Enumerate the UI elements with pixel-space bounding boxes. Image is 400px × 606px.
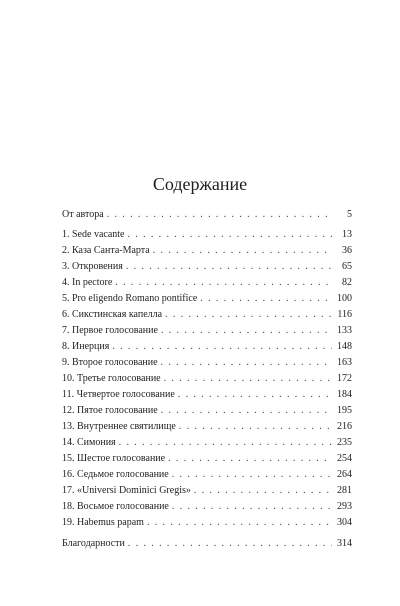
toc-entry-chapter-4 — [62, 275, 352, 291]
toc-entry-page: 293 — [337, 501, 352, 512]
toc-entry-page: 148 — [337, 341, 352, 352]
toc-entry-page: 172 — [337, 373, 352, 384]
toc-entry-page: 184 — [337, 389, 352, 400]
toc-entry-page: 163 — [337, 357, 352, 368]
toc-entry-label: От автора — [62, 209, 104, 220]
toc-entry-label: 10. Третье голосование — [62, 373, 161, 384]
toc-leader-dots — [147, 515, 332, 531]
toc-entry-label: 3. Откровения — [62, 261, 123, 272]
toc-entry-author — [62, 207, 352, 223]
toc-leader-dots — [107, 207, 332, 223]
toc-entry-acknowledgements — [62, 536, 352, 552]
toc-entry-page: 264 — [337, 469, 352, 480]
toc-leader-dots — [168, 451, 332, 467]
toc-entry-chapter-8 — [62, 339, 352, 355]
toc-entry-label: 2. Каза Санта-Марта — [62, 245, 150, 256]
toc-entry-page: 235 — [337, 437, 352, 448]
toc-entry-chapter-1 — [62, 227, 352, 243]
toc-entry-chapter-16 — [62, 467, 352, 483]
toc-entry-label: 13. Внутреннее святилище — [62, 421, 176, 432]
toc-entry-page: 304 — [337, 517, 352, 528]
toc-leader-dots — [178, 387, 332, 403]
toc-leader-dots — [112, 339, 332, 355]
toc-leader-dots — [200, 291, 332, 307]
toc-entry-label: 18. Восьмое голосование — [62, 501, 169, 512]
toc-entry-label: 15. Шестое голосование — [62, 453, 166, 464]
toc-title: Содержание — [152, 174, 248, 194]
toc-entry-chapter-9 — [62, 355, 352, 371]
toc-entry-page: 13 — [342, 229, 352, 240]
toc-leader-dots — [172, 499, 332, 515]
toc-entry-label: 19. Habemus papam — [62, 517, 144, 528]
toc-leader-dots — [161, 355, 332, 371]
toc-leader-dots — [153, 243, 332, 259]
toc-entry-page: 216 — [337, 421, 352, 432]
toc-leader-dots — [164, 371, 332, 387]
toc-leader-dots — [128, 536, 332, 552]
toc-entry-label: 16. Седьмое голосование — [62, 469, 169, 480]
toc-leader-dots — [161, 403, 332, 419]
toc-entry-label: 7. Первое голосование — [62, 325, 158, 336]
toc-entry-page: 281 — [337, 485, 352, 496]
toc-entry-page: 133 — [337, 325, 352, 336]
toc-entry-page: 36 — [342, 245, 352, 256]
toc-entry-chapter-14 — [62, 435, 352, 451]
toc-entry-chapter-15 — [62, 451, 352, 467]
toc-leader-dots — [119, 435, 332, 451]
toc-entry-label: 12. Пятое голосование — [62, 405, 158, 416]
toc-entry-label: 9. Второе голосование — [62, 357, 158, 368]
toc-entry-page: 100 — [337, 293, 352, 304]
toc-entry-chapter-18 — [62, 499, 352, 515]
toc-entry-chapter-12 — [62, 403, 352, 419]
toc-leader-dots — [165, 307, 332, 323]
toc-leader-dots — [127, 227, 332, 243]
toc-entry-chapter-11 — [62, 387, 352, 403]
toc-leader-dots — [179, 419, 332, 435]
toc-entry-label: 1. Sede vacante — [62, 229, 125, 240]
toc-leader-dots — [115, 275, 332, 291]
toc-leader-dots — [126, 259, 332, 275]
toc-entry-chapter-2 — [62, 243, 352, 259]
toc-entry-page: 116 — [337, 309, 352, 320]
toc-entry-label: 4. In pectore — [62, 277, 113, 288]
toc-entry-chapter-6 — [62, 307, 352, 323]
toc-leader-dots — [161, 323, 332, 339]
toc-entry-page: 65 — [342, 261, 352, 272]
toc-entry-chapter-13 — [62, 419, 352, 435]
toc-entry-label: 5. Pro eligendo Romano pontifice — [62, 293, 198, 304]
toc-leader-dots — [172, 467, 332, 483]
toc-entry-label: 11. Четвертое голосование — [62, 389, 175, 400]
toc-entry-chapter-17 — [62, 483, 352, 499]
toc-entry-label: 14. Симония — [62, 437, 116, 448]
toc-entry-label: 8. Инерция — [62, 341, 110, 352]
toc-entry-chapter-19 — [62, 515, 352, 531]
toc-entry-chapter-10 — [62, 371, 352, 387]
toc-entry-label: Благодарности — [62, 538, 125, 549]
toc-entry-page: 254 — [337, 453, 352, 464]
toc-entry-page: 5 — [347, 209, 352, 220]
toc-entry-page: 314 — [337, 538, 352, 549]
toc-entry-label: 6. Сикстинская капелла — [62, 309, 163, 320]
toc-entry-chapter-5 — [62, 291, 352, 307]
toc-entry-page: 82 — [342, 277, 352, 288]
toc-entry-label: 17. «Universi Dominici Gregis» — [62, 485, 191, 496]
toc-entry-page: 195 — [337, 405, 352, 416]
toc-entry-chapter-3 — [62, 259, 352, 275]
toc-entry-chapter-7 — [62, 323, 352, 339]
toc-leader-dots — [194, 483, 332, 499]
